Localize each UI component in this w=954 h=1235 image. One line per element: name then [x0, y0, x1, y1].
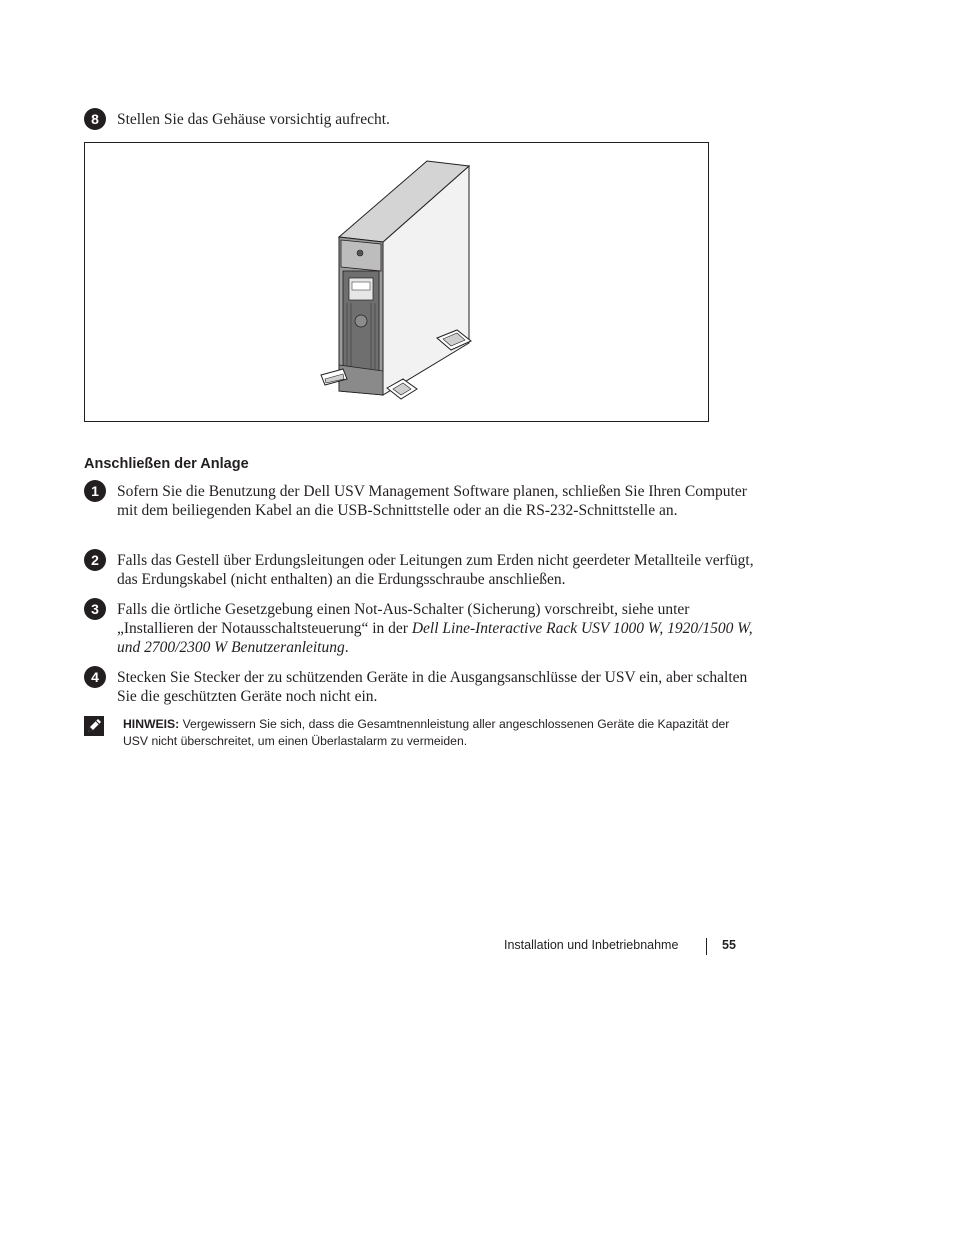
step-number-badge: 8	[84, 108, 106, 130]
step-number-badge: 3	[84, 598, 106, 620]
page-number: 55	[722, 938, 736, 952]
step-text-end: .	[344, 639, 349, 656]
step-number-badge: 4	[84, 666, 106, 688]
step-text: Stellen Sie das Gehäuse vorsichtig aufrecht.	[117, 111, 390, 128]
step-text-plain: Falls die örtliche Gesetzgebung einen Not-Aus-Schalter (Sicherung) vorschreibt, siehe unter „Installieren der Notausschaltsteuerung“ in der	[117, 601, 690, 637]
step-text: Stecken Sie Stecker der zu schützenden Geräte in die Ausgangsanschlüsse der USV ein, aber schalten Sie die geschützten Geräte noch nicht ein.	[117, 669, 748, 705]
step-number-badge: 1	[84, 480, 106, 502]
manual-title: Dell Line-Interactive Rack USV 1000 W, 1920/1500 W, und 2700/2300 W Benutzeranleitung	[117, 620, 753, 656]
footer-divider	[706, 938, 707, 955]
ups-tower-illustration	[85, 143, 708, 421]
step-text: Sofern Sie die Benutzung der Dell USV Management Software planen, schließen Sie Ihren Computer mit dem beiliegenden Kabel an die USB-Schnittstelle oder an die RS-232-Schnittstelle an.	[117, 483, 747, 519]
footer-chapter-title: Installation und Inbetriebnahme	[504, 938, 679, 952]
note-body: Vergewissern Sie sich, dass die Gesamtnennleistung aller angeschlossenen Geräte die Kapazität der USV nicht überschreitet, um einen Überlastalarm zu vermeiden.	[123, 717, 730, 748]
note-text	[123, 716, 753, 750]
note-label: HINWEIS:	[123, 717, 180, 731]
step-text	[117, 600, 757, 657]
section-heading: Anschließen der Anlage	[84, 456, 249, 472]
step-text: Falls das Gestell über Erdungsleitungen oder Leitungen zum Erden nicht geerdeter Metallteile verfügt, das Erdungskabel (nicht enthalten) an die Erdungsschraube anschließen.	[117, 552, 754, 588]
step-number-badge: 2	[84, 549, 106, 571]
pencil-note-icon	[84, 716, 104, 736]
ups-tower-figure	[84, 142, 709, 422]
